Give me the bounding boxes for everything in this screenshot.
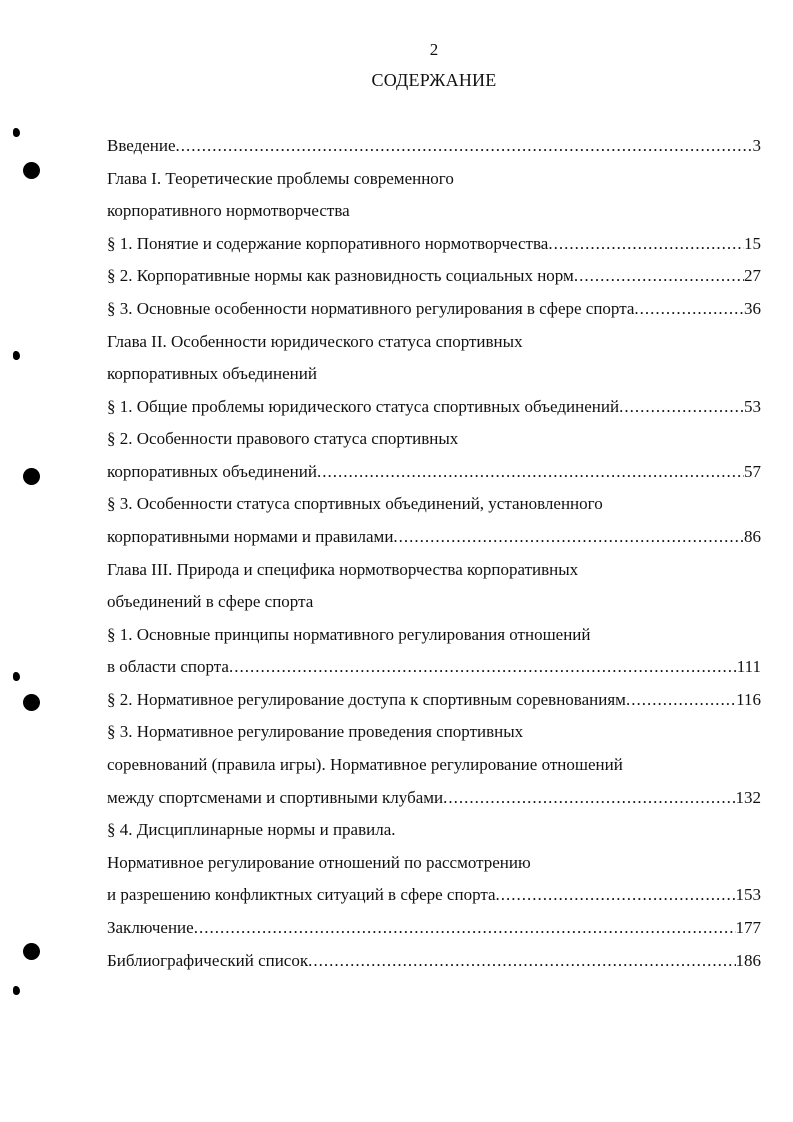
toc-page-number: 132 — [735, 788, 761, 807]
toc-label: Заключение — [107, 918, 194, 937]
toc-leader-dots — [574, 264, 744, 288]
toc-chapter-2-title-cont: корпоративных объединений — [107, 364, 317, 383]
toc-leader-dots — [626, 688, 736, 712]
toc-leader-dots — [634, 297, 744, 321]
page-title: СОДЕРЖАНИЕ — [371, 70, 497, 90]
toc-label: Библиографический список — [107, 951, 309, 970]
toc-entry-ch3-s1-line1: § 1. Основные принципы нормативного регулирования отношений — [107, 625, 591, 644]
punch-hole — [23, 943, 40, 960]
toc-entry-ch3-s4 — [107, 883, 761, 907]
toc-leader-dots — [496, 883, 736, 907]
toc-entry-ch3-s3 — [107, 786, 761, 810]
toc-page-number: 186 — [735, 951, 761, 970]
toc-page-number: 27 — [744, 266, 761, 285]
toc-label: Введение — [107, 136, 176, 155]
toc-entry-ch3-s3-line2: соревнований (правила игры). Нормативное регулирование отношений — [107, 755, 623, 774]
toc-leader-dots — [229, 655, 737, 679]
toc-label: между спортсменами и спортивными клубами — [107, 788, 444, 807]
punch-hole-speck — [13, 128, 20, 137]
toc-entry-ch3-s2 — [107, 688, 761, 712]
toc-label: и разрешению конфликтных ситуаций в сфере спорта — [107, 885, 496, 904]
toc-leader-dots — [176, 134, 753, 158]
toc-page-number: 177 — [735, 918, 761, 937]
toc-chapter-1-title: Глава I. Теоретические проблемы современного — [107, 169, 454, 188]
toc-entry-ch2-s3-line1: § 3. Особенности статуса спортивных объединений, установленного — [107, 494, 603, 513]
toc-page-number: 153 — [735, 885, 761, 904]
toc-chapter-3-title: Глава III. Природа и специфика нормотворчества корпоративных — [107, 560, 579, 579]
toc-page-number: 111 — [736, 657, 761, 676]
toc-entry-ch3-s3-line1: § 3. Нормативное регулирование проведения спортивных — [107, 722, 524, 741]
toc-page-number: 86 — [744, 527, 761, 546]
toc-entry-ch2-s2-line1: § 2. Особенности правового статуса спортивных — [107, 429, 459, 448]
punch-hole — [23, 162, 40, 179]
toc-entry-ch3-s4-line1: § 4. Дисциплинарные нормы и правила. — [107, 820, 396, 839]
toc-entry-ch1-s2 — [107, 264, 761, 288]
toc-label: § 3. Основные особенности нормативного регулирования в сфере спорта — [107, 299, 635, 318]
toc-chapter-1-title-cont: корпоративного нормотворчества — [107, 201, 350, 220]
toc-leader-dots — [443, 786, 735, 810]
toc-label: § 2. Нормативное регулирование доступа к спортивным соревнованиям — [107, 690, 626, 709]
toc-label: § 2. Корпоративные нормы как разновидность социальных норм — [107, 266, 574, 285]
toc-page-number: 116 — [736, 690, 761, 709]
toc-entry-ch1-s1 — [107, 232, 761, 256]
toc-entry-ch2-s2 — [107, 460, 761, 484]
toc-entry-conclusion — [107, 916, 761, 940]
toc-leader-dots — [548, 232, 744, 256]
punch-hole — [23, 694, 40, 711]
toc-entry-ch2-s3 — [107, 525, 761, 549]
toc-page-number: 15 — [744, 234, 761, 253]
toc-page-number: 57 — [744, 462, 761, 481]
toc-entry-intro — [107, 134, 761, 158]
toc-page-number: 53 — [744, 397, 761, 416]
toc-page-number: 3 — [752, 136, 761, 155]
toc-leader-dots — [393, 525, 744, 549]
toc-label: в области спорта — [107, 657, 229, 676]
toc-leader-dots — [619, 395, 744, 419]
punch-hole-speck — [13, 351, 20, 360]
toc-chapter-3-title-cont: объединений в сфере спорта — [107, 592, 314, 611]
toc-entry-ch3-s1 — [107, 655, 761, 679]
toc-label: § 1. Понятие и содержание корпоративного нормотворчества — [107, 234, 549, 253]
toc-page-number: 36 — [744, 299, 761, 318]
toc-label: корпоративными нормами и правилами — [107, 527, 394, 546]
toc-entry-bibliography — [107, 949, 761, 973]
toc-leader-dots — [317, 460, 744, 484]
toc-entry-ch2-s1 — [107, 395, 761, 419]
punch-hole-speck — [13, 672, 20, 681]
toc-entry-ch3-s4-line2: Нормативное регулирование отношений по рассмотрению — [107, 853, 531, 872]
toc-entry-ch1-s3 — [107, 297, 761, 321]
toc-label: § 1. Общие проблемы юридического статуса спортивных объединений — [107, 397, 620, 416]
punch-hole-speck — [13, 986, 20, 995]
punch-hole — [23, 468, 40, 485]
toc-chapter-2-title: Глава II. Особенности юридического статуса спортивных — [107, 332, 523, 351]
toc-label: корпоративных объединений — [107, 462, 317, 481]
toc-leader-dots — [194, 916, 736, 940]
toc-leader-dots — [308, 949, 735, 973]
page-number: 2 — [429, 40, 439, 59]
